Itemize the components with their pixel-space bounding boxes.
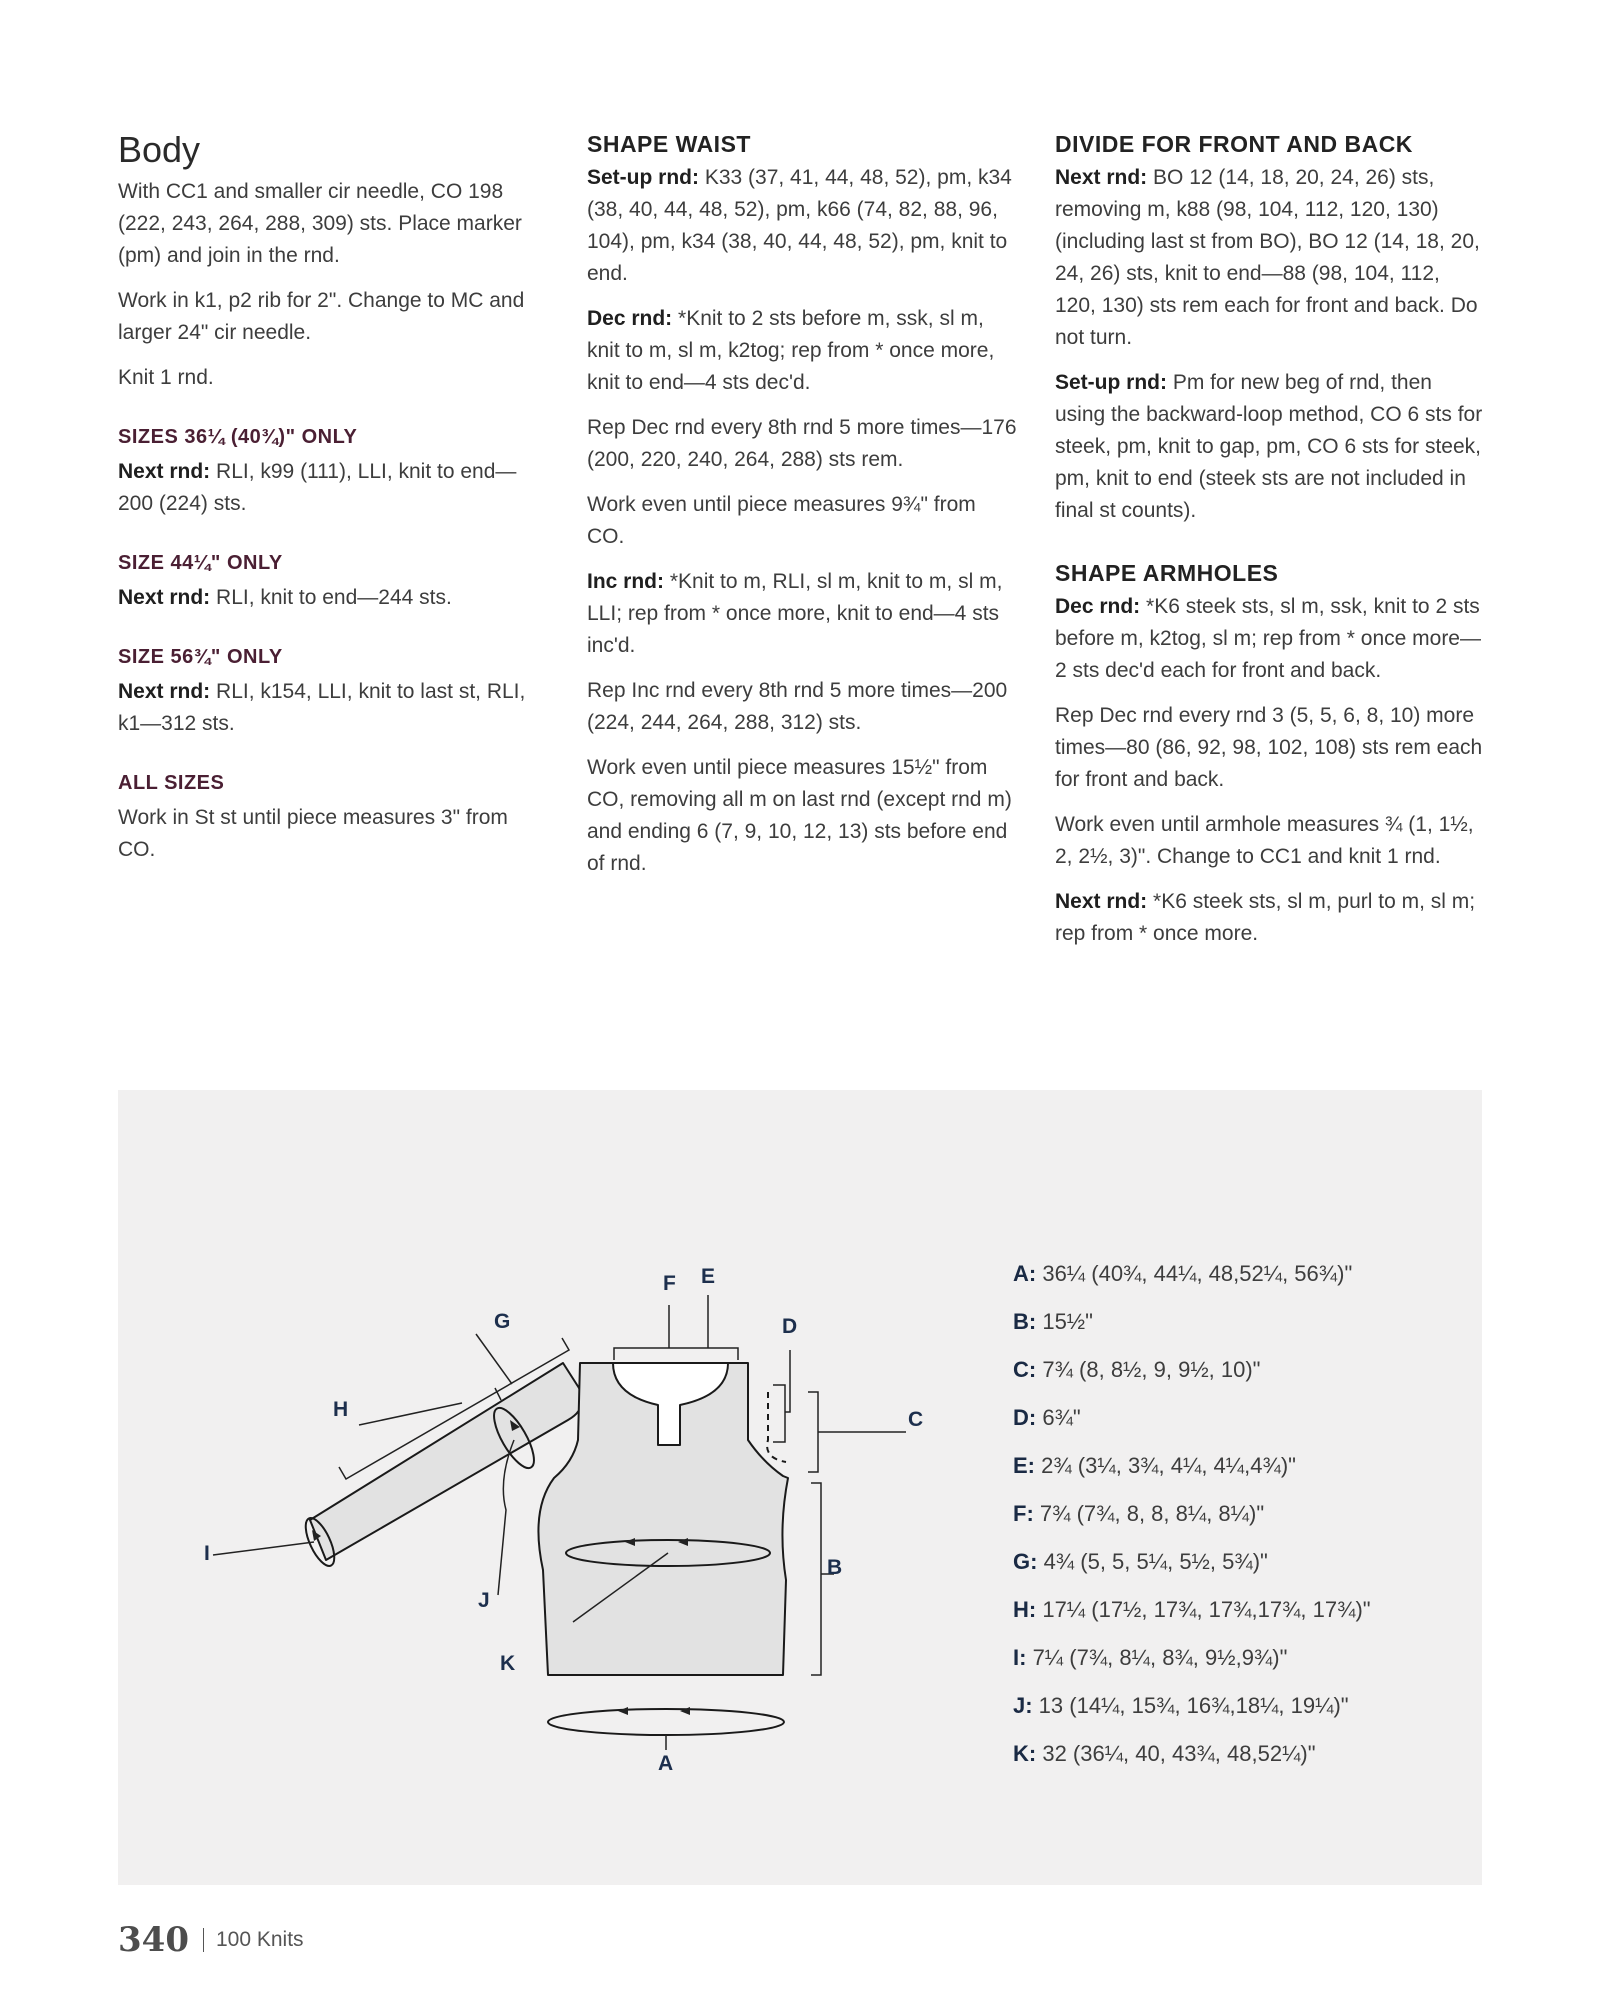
schematic-panel xyxy=(118,1090,1482,1885)
measurement-value: 17¼ (17½, 17¾, 17¾,17¾, 17¾)" xyxy=(1036,1597,1371,1622)
measurement-h xyxy=(1013,1586,1473,1634)
paragraph: Rep Dec rnd every 8th rnd 5 more times—176 (200, 220, 240, 264, 288) sts rem. xyxy=(587,415,1017,471)
measurement-key: E: xyxy=(1013,1453,1035,1478)
measurement-value: 4¾ (5, 5, 5¼, 5½, 5¾)" xyxy=(1037,1549,1268,1574)
instruction-text: RLI, k154, LLI, knit to last st, RLI, k1—312 sts. xyxy=(118,679,526,735)
arrow-hem-left xyxy=(618,1707,628,1715)
section-heading-shape-waist: SHAPE WAIST xyxy=(587,131,751,157)
instruction-lead: Set-up rnd: xyxy=(587,165,699,189)
paragraph xyxy=(1055,886,1485,950)
instruction-text: *K6 steek sts, sl m, ssk, knit to 2 sts before m, k2tog, sl m; rep from * once more—2 sts dec'd each for front and back. xyxy=(1055,594,1481,682)
measurement-value: 6¾" xyxy=(1036,1405,1081,1430)
measurement-value: 2¾ (3¼, 3¾, 4¼, 4¼,4¾)" xyxy=(1035,1453,1296,1478)
instruction-lead: Next rnd: xyxy=(118,459,211,483)
instruction-lead: Next rnd: xyxy=(1055,889,1148,913)
armhole-dashed-line xyxy=(767,1392,786,1462)
paragraph xyxy=(1055,367,1485,527)
body-column xyxy=(118,130,548,879)
instruction-lead: Next rnd: xyxy=(118,679,211,703)
measurement-list xyxy=(1013,1250,1473,1778)
section-heading-shape-armholes: SHAPE ARMHOLES xyxy=(1055,559,1279,586)
paragraph: Rep Dec rnd every rnd 3 (5, 5, 6, 8, 10) more times—80 (86, 92, 98, 102, 108) sts rem each for front and back. xyxy=(1055,703,1483,791)
book-title: 100 Knits xyxy=(215,1928,304,1951)
label-h: H xyxy=(333,1398,349,1421)
paragraph xyxy=(587,566,1017,662)
measurement-b xyxy=(1013,1298,1473,1346)
divide-column xyxy=(1055,130,1485,963)
label-d: D xyxy=(782,1315,798,1338)
measurement-key: F: xyxy=(1013,1501,1034,1526)
paragraph xyxy=(587,162,1017,290)
label-k: K xyxy=(500,1652,516,1675)
instruction-lead: Next rnd: xyxy=(1055,165,1148,189)
instruction-text: RLI, knit to end—244 sts. xyxy=(210,585,452,609)
measurement-key: J: xyxy=(1013,1693,1033,1718)
measurement-key: A: xyxy=(1013,1261,1037,1286)
paragraph: With CC1 and smaller cir needle, CO 198 (222, 243, 264, 288, 309) sts. Place marker (pm) and join in the rnd. xyxy=(118,179,522,267)
measurement-a xyxy=(1013,1250,1473,1298)
dimension-d xyxy=(773,1350,790,1442)
measurement-value: 7¾ (7¾, 8, 8, 8¼, 8¼)" xyxy=(1033,1501,1265,1526)
measurement-value: 36¼ (40¾, 44¼, 48,52¼, 56¾)" xyxy=(1036,1261,1353,1286)
page-footer xyxy=(118,1920,304,1960)
measurement-e xyxy=(1013,1442,1473,1490)
measurement-value: 32 (36¼, 40, 43¾, 48,52¼)" xyxy=(1036,1741,1316,1766)
instruction-text: *Knit to m, RLI, sl m, knit to m, sl m, LLI; rep from * once more, knit to end—4 sts inc'd. xyxy=(587,569,1003,657)
instruction-text: RLI, k99 (111), LLI, knit to end—200 (224) sts. xyxy=(118,459,517,515)
subhead-size-44: SIZE 44¼" ONLY xyxy=(118,551,283,574)
measurement-c xyxy=(1013,1346,1473,1394)
measurement-key: K: xyxy=(1013,1741,1037,1766)
measurement-key: G: xyxy=(1013,1549,1038,1574)
measurement-value: 7¾ (8, 8½, 9, 9½, 10)" xyxy=(1036,1357,1261,1382)
instruction-lead: Set-up rnd: xyxy=(1055,370,1167,394)
paragraph: Work even until piece measures 15½" from CO, removing all m on last rnd (except rnd m) and ending 6 (7, 9, 10, 12, 13) sts before end of rnd. xyxy=(587,755,1012,875)
section-heading-divide: DIVIDE FOR FRONT AND BACK xyxy=(1055,131,1413,157)
instruction-text: Pm for new beg of rnd, then using the backward-loop method, CO 6 sts for steek, pm, knit to gap, pm, CO 6 sts for steek, pm, knit to end (steek sts are not included in final st counts). xyxy=(1055,370,1483,522)
paragraph xyxy=(118,456,548,520)
label-a: A xyxy=(658,1752,674,1775)
instruction-text: *K6 steek sts, sl m, purl to m, sl m; rep from * once more. xyxy=(1055,889,1476,945)
page-number: 340 xyxy=(118,1920,189,1960)
measurement-value: 13 (14¼, 15¾, 16¾,18¼, 19¼)" xyxy=(1032,1693,1349,1718)
subhead-size-56: SIZE 56¾" ONLY xyxy=(118,645,283,668)
dimension-f xyxy=(614,1305,738,1360)
dimension-c xyxy=(808,1392,906,1472)
dimension-b xyxy=(811,1483,834,1675)
paragraph: Work even until armhole measures ¾ (1, 1½, 2, 2½, 3)". Change to CC1 and knit 1 rnd. xyxy=(1055,812,1474,868)
subhead-all-sizes: ALL SIZES xyxy=(118,771,225,794)
paragraph xyxy=(118,582,548,614)
measurement-d xyxy=(1013,1394,1473,1442)
instruction-text: K33 (37, 41, 44, 48, 52), pm, k34 (38, 40, 44, 48, 52), pm, k66 (74, 82, 88, 96, 104), pm, k34 (38, 40, 44, 48, 52), pm, knit to end. xyxy=(587,165,1012,285)
paragraph xyxy=(1055,162,1485,354)
shape-waist-column xyxy=(587,130,1017,893)
measurement-key: C: xyxy=(1013,1357,1037,1382)
instruction-lead: Next rnd: xyxy=(118,585,211,609)
paragraph: Work even until piece measures 9¾" from CO. xyxy=(587,492,976,548)
measurement-value: 15½" xyxy=(1036,1309,1093,1334)
measurement-f xyxy=(1013,1490,1473,1538)
section-title-body: Body xyxy=(118,129,201,170)
measurement-k xyxy=(1013,1730,1473,1778)
label-c: C xyxy=(908,1408,924,1431)
measurement-value: 7¼ (7¾, 8¼, 8¾, 9½,9¾)" xyxy=(1026,1645,1288,1670)
subhead-sizes-36-40: SIZES 36¼ (40¾)" ONLY xyxy=(118,425,358,448)
measurement-key: D: xyxy=(1013,1405,1037,1430)
paragraph xyxy=(587,303,1017,399)
label-e: E xyxy=(701,1265,716,1288)
measurement-key: H: xyxy=(1013,1597,1037,1622)
instruction-lead: Inc rnd: xyxy=(587,569,664,593)
dimension-j xyxy=(498,1440,514,1595)
dimension-i xyxy=(213,1542,314,1555)
paragraph: Rep Inc rnd every 8th rnd 5 more times—200 (224, 244, 264, 288, 312) sts. xyxy=(587,678,1008,734)
label-j: J xyxy=(478,1589,490,1612)
label-b: B xyxy=(827,1556,843,1579)
label-g: G xyxy=(494,1310,511,1333)
label-f: F xyxy=(663,1272,676,1295)
paragraph: Work in k1, p2 rib for 2". Change to MC and larger 24" cir needle. xyxy=(118,288,525,344)
instruction-lead: Dec rnd: xyxy=(587,306,673,330)
measurement-key: B: xyxy=(1013,1309,1037,1334)
paragraph: Work in St st until piece measures 3" from CO. xyxy=(118,805,508,861)
sweater-schematic xyxy=(118,1090,924,1885)
measurement-g xyxy=(1013,1538,1473,1586)
paragraph xyxy=(1055,591,1485,687)
instruction-text: *Knit to 2 sts before m, ssk, sl m, knit to m, sl m, k2tog; rep from * once more, knit to end—4 sts dec'd. xyxy=(587,306,995,394)
footer-divider xyxy=(203,1928,204,1952)
measurement-i xyxy=(1013,1634,1473,1682)
measurement-key: I: xyxy=(1013,1645,1027,1670)
paragraph xyxy=(118,676,548,740)
instruction-lead: Dec rnd: xyxy=(1055,594,1141,618)
paragraph: Knit 1 rnd. xyxy=(118,365,214,389)
hem-ellipse xyxy=(548,1709,784,1735)
label-i: I xyxy=(204,1542,210,1565)
measurement-j xyxy=(1013,1682,1473,1730)
instruction-text: BO 12 (14, 18, 20, 24, 26) sts, removing m, k88 (98, 104, 112, 120, 130) (including last st from BO), BO 12 (14, 18, 20, 24, 26) sts, knit to end—88 (98, 104, 112, 120, 130) sts rem each for front and back. Do not turn. xyxy=(1055,165,1480,349)
